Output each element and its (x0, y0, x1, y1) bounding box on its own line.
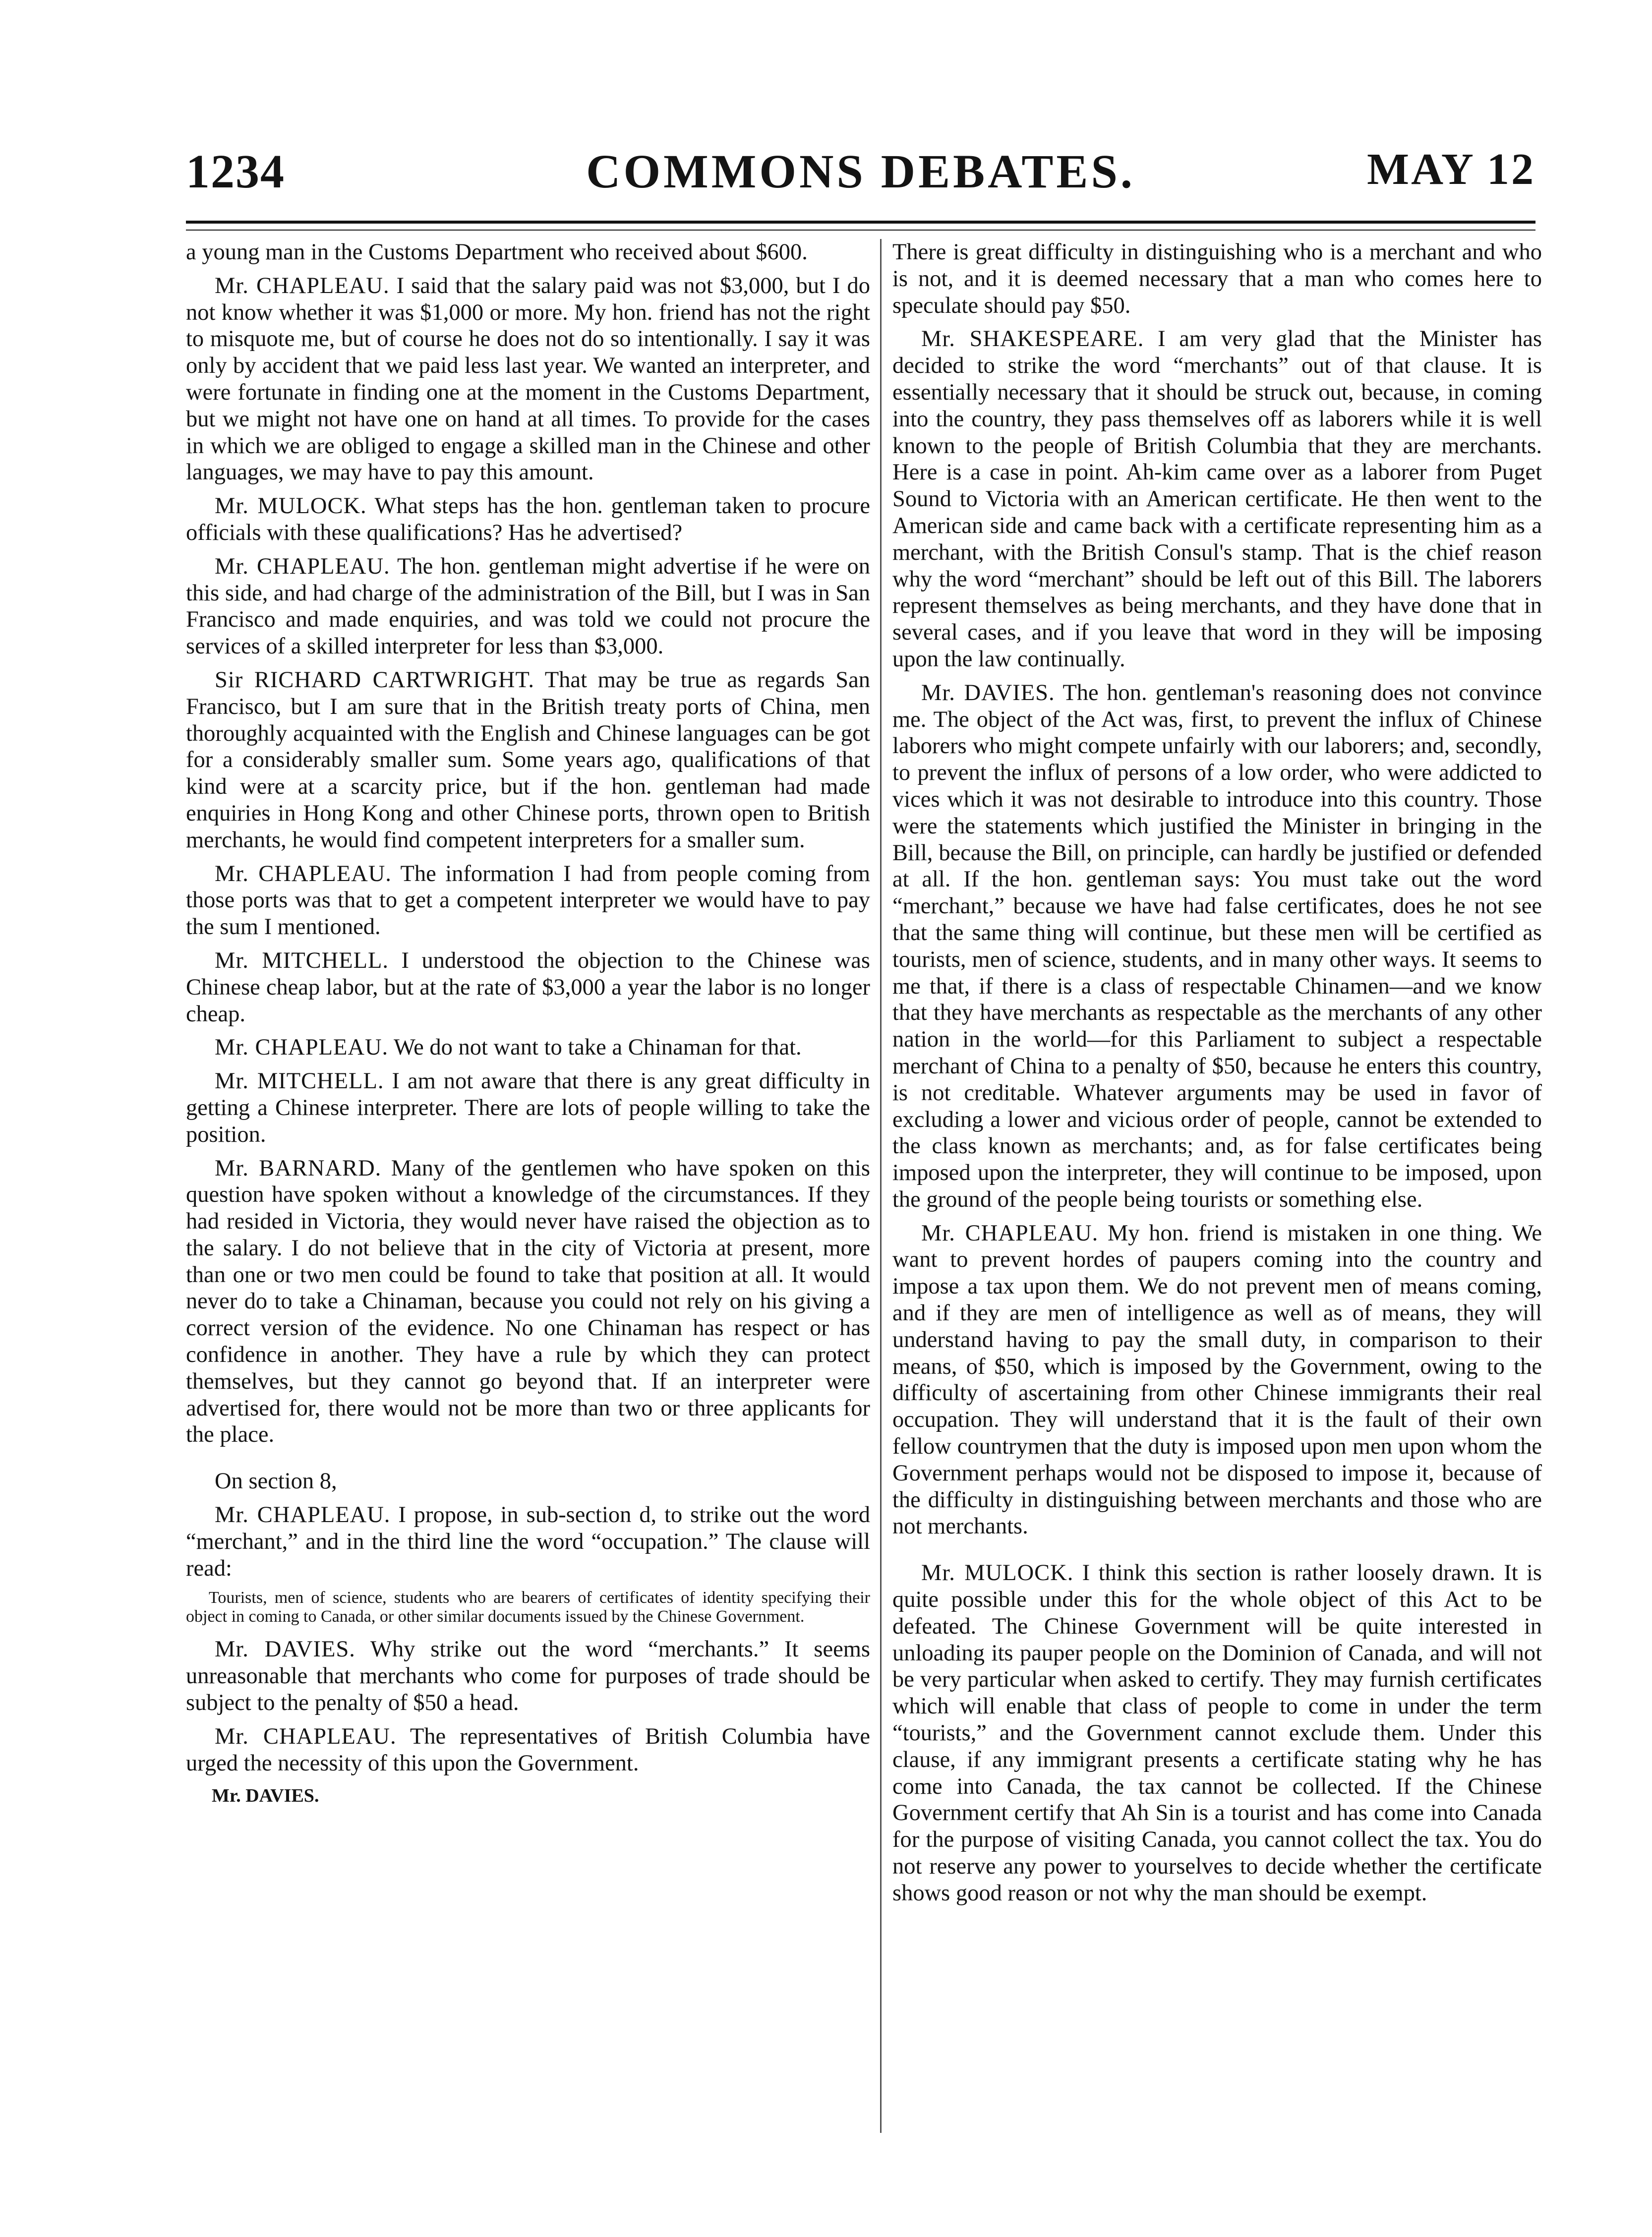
speaker-name: Mr. CHAPLEAU. (215, 273, 390, 298)
catchword: Mr. DAVIES. (212, 1785, 319, 1807)
paragraph (186, 493, 870, 546)
paragraph (186, 1155, 870, 1449)
paragraph (892, 1560, 1542, 1906)
speaker-name: Mr. DAVIES. (921, 680, 1055, 706)
speaker-name: Sir RICHARD CARTWRIGHT. (215, 667, 535, 693)
left-column (186, 239, 870, 1808)
paragraph (186, 1068, 870, 1148)
header-rule (186, 221, 1535, 231)
paragraph (186, 239, 870, 266)
speech-text: My hon. friend is mistaken in one thing. We want to prevent hordes of paupers coming into the country and impose a tax upon them. We do not prevent men of means coming, and if they are men of intelligence as well as of means, they will understand having to pay the small duty, in comparison to their means, of $50, which is imposed by the Government, owing to the difficulty of ascertaining from other Chinese immigrants their real occupation. They will understand that it is the fault of their own fellow countrymen that the duty is imposed upon men upon whom the Government perhaps would not be disposed to impose it, because of the difficulty in distinguishing between merchants and those who are not merchants. (892, 1220, 1542, 1539)
speaker-name: Mr. MITCHELL. (215, 1068, 384, 1094)
speaker-name: Mr. CHAPLEAU. (215, 553, 390, 579)
speaker-name: Mr. MULOCK. (215, 493, 367, 519)
speech-text: That may be true as regards San Francisco, but I am sure that in the British treaty ports of China, men thoroughly acquainted with the English and Chinese languages can be got for a considerably smaller sum. Some years ago, qualifications of that kind were at a scarcity price, but if the hon. gentleman had made enquiries in Hong Kong and other Chinese ports, thrown open to British merchants, he would find competent interpreters for a smaller sum. (186, 667, 870, 853)
section-heading (186, 1468, 870, 1495)
speech-text: The representatives of British Columbia have urged the necessity of this upon the Government. (186, 1723, 870, 1776)
speech-text: I said that the salary paid was not $3,000, but I do not know whether it was $1,000 or more. My hon. friend has not the right to misquote me, but of course he does not do so intentionally. I say it was only by accident that we paid less last year. We wanted an interpreter, and were fortunate in finding one at the moment in the Customs Department, but we might not have one on hand at all times. To provide for the cases in which we are obliged to engage a skilled man in the Chinese and other languages, we may have to pay this amount. (186, 273, 870, 485)
speaker-name: Mr. BARNARD. (215, 1155, 382, 1181)
paragraph (186, 667, 870, 854)
paragraph (186, 1502, 870, 1582)
speech-text: I understood the objection to the Chinese was Chinese cheap labor, but at the rate of $3,000 a year the labor is no longer cheap. (186, 947, 870, 1027)
paragraph (892, 1220, 1542, 1540)
speech-text: Many of the gentlemen who have spoken on this question have spoken without a knowledge of the circumstances. If they had resided in Victoria, they would never have raised the objection as to the salary. I do not believe that in the city of Victoria at present, more than one or two men could be found to take that position at all. It would never do to take a Chinaman, because you could not rely on his giving a correct version of the evidence. No one Chinaman has respect or has confidence in another. They have a rule by which they can protect themselves, but they cannot go beyond that. If an interpreter were advertised for, there would not be more than two or three applicants for the place. (186, 1155, 870, 1448)
paragraph (186, 1636, 870, 1716)
speaker-name: Mr. CHAPLEAU. (215, 1502, 391, 1528)
column-divider (880, 239, 882, 2133)
paragraph (186, 273, 870, 486)
speech-text: What steps has the hon. gentleman taken to procure officials with these qualifications? Has he advertised? (186, 493, 870, 545)
speech-text: a young man in the Customs Department who received about $600. (186, 239, 808, 265)
paragraph (892, 326, 1542, 672)
speaker-name: Mr. SHAKESPEARE. (921, 326, 1144, 352)
section-text: On section 8, (215, 1469, 337, 1494)
speaker-name: Mr. DAVIES. (215, 1637, 355, 1662)
page-title: COMMONS DEBATES. (586, 145, 1135, 198)
speech-text: Why strike out the word “merchants.” It seems unreasonable that merchants who come for purposes of trade should be subject to the penalty of $50 a head. (186, 1637, 870, 1716)
speech-text: I am not aware that there is any great difficulty in getting a Chinese interpreter. There are lots of people willing to take the position. (186, 1068, 870, 1147)
speech-text: I think this section is rather loosely drawn. It is quite possible under this for the whole object of this Act to be defeated. The Chinese Government will be quite interested in unloading its pauper people on the Dominion of Canada, and will not be very particular when asked to certify. They may furnish certificates which will enable that class of people to come in under the term “tourists,” and the Government cannot exclude them. Under this clause, if any immigrant presents a certificate stating why he has come into Canada, the tax cannot be collected. If the Chinese Government certify that Ah Sin is a tourist and has come into Canada for the purpose of visiting Canada, you cannot collect the tax. You do not reserve any power to yourselves to decide whether the certificate shows good reason or not why the man should be exempt. (892, 1560, 1542, 1906)
paragraph (186, 553, 870, 660)
paragraph (186, 861, 870, 941)
paragraph (892, 680, 1542, 1213)
speaker-name: Mr. MULOCK. (921, 1560, 1074, 1586)
paragraph (186, 947, 870, 1027)
paragraph (186, 1723, 870, 1777)
paragraph (186, 1034, 870, 1061)
speech-text: The hon. gentleman might advertise if he were on this side, and had charge of the administration of the Bill, but I was in San Francisco and made enquiries, and was told we could not procure the services of a skilled interpreter for less than $3,000. (186, 553, 870, 659)
speaker-name: Mr. CHAPLEAU. (921, 1220, 1099, 1246)
speech-text: I am very glad that the Minister has decided to strike the word “merchants” out of that clause. It is essentially necessary that it should be struck out, because, in coming into the country, they pass themselves off as laborers while it is well known to the people of British Columbia that they are merchants. Here is a case in point. Ah-kim came over as a laborer from Puget Sound to Victoria with an American certificate. He then went to the American side and came back with a certificate representing him as a merchant, with the British Consul's stamp. That is the chief reason why the word “merchant” should be left out of this Bill. The laborers represent themselves as being merchants, and they have done that in several cases, and if you leave that word in they will be imposing upon the law continually. (892, 326, 1542, 672)
speaker-name: Mr. MITCHELL. (215, 947, 389, 973)
quote-text: Tourists, men of science, students who are bearers of certificates of identity specifying their object in coming to Canada, or other similar documents issued by the Chinese Government. (186, 1589, 870, 1626)
speaker-name: Mr. CHAPLEAU. (215, 861, 392, 886)
speech-text: The information I had from people coming from those ports was that to get a competent interpreter we would have to pay the sum I mentioned. (186, 861, 871, 940)
right-column (892, 239, 1542, 1914)
speech-text: We do not want to take a Chinaman for that. (393, 1035, 802, 1060)
page-header (186, 144, 1535, 218)
speech-text: I propose, in sub-section d, to strike out the word “merchant,” and in the third line the word “occupation.” The clause will read: (186, 1502, 871, 1581)
speaker-name: Mr. CHAPLEAU. (215, 1035, 389, 1060)
paragraph (892, 239, 1542, 319)
page-date: MAY 12 (1367, 145, 1535, 194)
speaker-name: Mr. CHAPLEAU. (215, 1723, 397, 1749)
speech-text: There is great difficulty in distinguishing who is a merchant and who is not, and it is deemed necessary that a man who comes here to speculate should pay $50. (892, 239, 1542, 318)
quoted-clause (186, 1589, 870, 1626)
speech-text: The hon. gentleman's reasoning does not convince me. The object of the Act was, first, to prevent the influx of Chinese laborers who might compete unfairly with our laborers; and, secondly, to prevent the influx of persons of a low order, who were addicted to vices which it was not desirable to introduce into this country. Those were the statements which justified the Minister in bringing in the Bill, because the Bill, on principle, can hardly be justified or defended at all. If the hon. gentleman says: You must take out the word “merchant,” because we have had false certificates, does he not see that the same thing will continue, but these men will be certified as tourists, men of science, students, and in many other ways. It seems to me that, if there is a class of respectable Chinamen—and we know that they have merchants as respectable as the merchants of any other nation in the world—for this Parliament to subject a respectable merchant of China to a penalty of $50, because he enters this country, is not creditable. Whatever arguments may be used in favor of excluding a lower and vicious order of people, cannot be extended to the class known as merchants; and, as for false certificates being imposed upon the interpreter, they will continue to be imposed, upon the ground of the people being tourists or something else. (892, 680, 1542, 1212)
page-number: 1234 (186, 145, 285, 198)
